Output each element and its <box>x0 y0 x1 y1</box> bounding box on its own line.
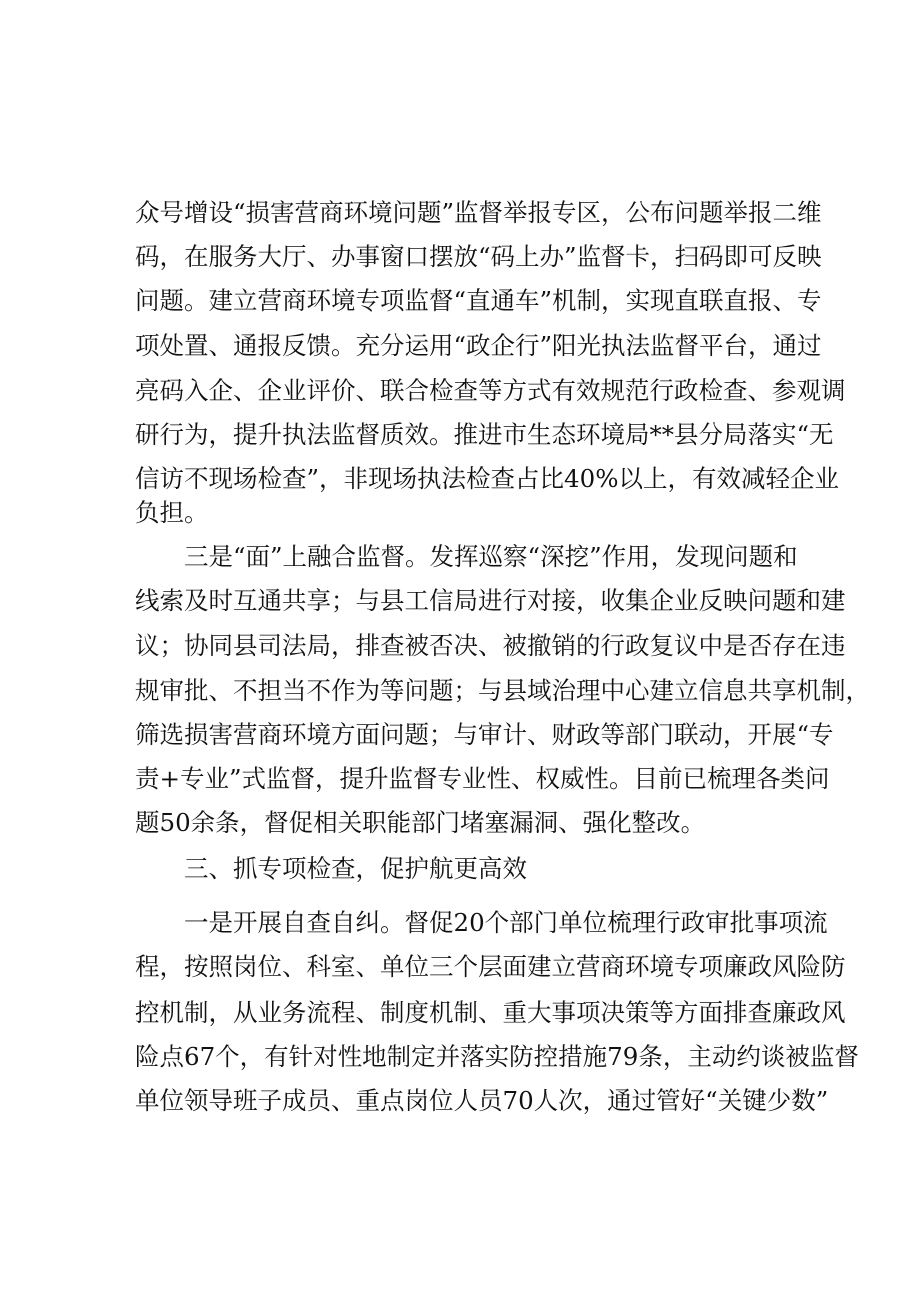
text-line: 单位领导班子成员、重点岗位人员70人次，通过管好“关键少数” <box>135 1086 829 1115</box>
text-line: 责+专业”式监督，提升监督专业性、权威性。目前已梳理各类问 <box>135 764 830 793</box>
text-line: 码，在服务大厅、办事窗口摆放“码上办”监督卡，扫码即可反映 <box>135 242 822 271</box>
text-line: 线索及时互通共享；与县工信局进行对接，收集企业反映问题和建 <box>135 586 846 615</box>
paragraph-first-line: 一是开展自查自纠。督促20个部门单位梳理行政审批事项流 <box>184 908 828 937</box>
text-line: 控机制，从业务流程、制度机制、重大事项决策等方面排查廉政风 <box>135 998 846 1027</box>
text-line: 亮码入企、企业评价、联合检查等方式有效规范行政检查、参观调 <box>135 376 846 405</box>
text-line: 程，按照岗位、科室、单位三个层面建立营商环境专项廉政风险防 <box>135 952 846 981</box>
text-line: 信访不现场检查”，非现场执法检查占比40%以上，有效减轻企业 <box>135 464 839 493</box>
text-line: 规审批、不担当不作为等问题；与县域治理中心建立信息共享机制， <box>135 676 870 705</box>
text-line: 研行为，提升执法监督质效。推进市生态环境局**县分局落实“无 <box>135 420 834 449</box>
text-line: 负担。 <box>135 498 209 527</box>
paragraph-first-line: 三是“面”上融合监督。发挥巡察“深挖”作用，发现问题和 <box>184 542 798 571</box>
text-line: 项处置、通报反馈。充分运用“政企行”阳光执法监督平台，通过 <box>135 331 822 360</box>
text-line: 题50余条，督促相关职能部门堵塞漏洞、强化整改。 <box>135 808 706 837</box>
text-line: 问题。建立营商环境专项监督“直通车”机制，实现直联直报、专 <box>135 286 822 315</box>
section-heading: 三、抓专项检查，促护航更高效 <box>184 854 527 883</box>
text-line: 险点67个，有针对性地制定并落实防控措施79条，主动约谈被监督 <box>135 1042 859 1071</box>
text-line: 众号增设“损害营商环境问题”监督举报专区，公布问题举报二维 <box>135 198 822 227</box>
text-line: 筛选损害营商环境方面问题；与审计、财政等部门联动，开展“专 <box>135 720 834 749</box>
text-line: 议；协同县司法局，排查被否决、被撤销的行政复议中是否存在违 <box>135 631 846 660</box>
